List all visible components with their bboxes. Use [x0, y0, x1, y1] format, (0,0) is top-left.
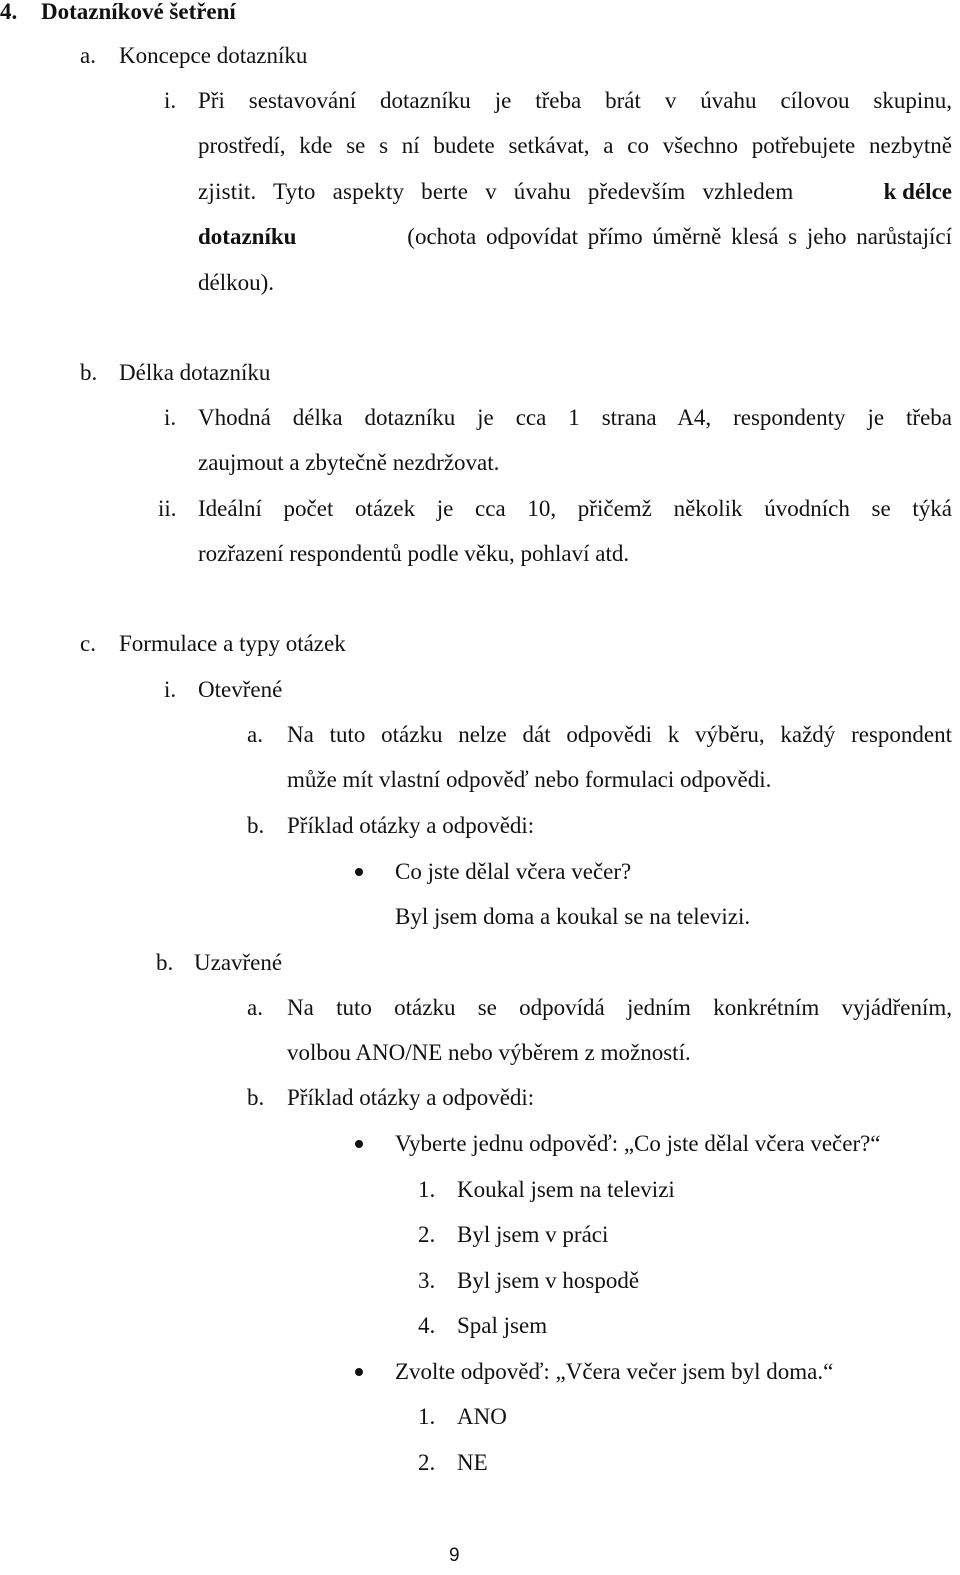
item-a-i-line4-bold: dotazníku	[198, 224, 297, 249]
bullet-icon	[355, 1368, 363, 1376]
closed-a-marker: a.	[247, 995, 263, 1020]
closed-title: Uzavřené	[194, 950, 283, 975]
item-a-title: Koncepce dotazníku	[119, 43, 308, 68]
closed-b-marker: b.	[247, 1085, 265, 1110]
item-b-i-line2: zaujmout a zbytečně nezdržovat.	[198, 450, 500, 475]
option-text: ANO	[457, 1404, 507, 1429]
item-a-i-marker: i.	[164, 88, 177, 113]
option-number: 1.	[418, 1404, 436, 1429]
section-title: Dotazníkové šetření	[41, 0, 236, 24]
item-a-i-line5: délkou).	[198, 270, 275, 295]
item-a-i-line3-bold: k délce	[883, 179, 952, 204]
open-marker: i.	[164, 677, 177, 702]
open-a-line1: Na tuto otázku nelze dát odpovědi k výběru, každý respondent	[287, 722, 952, 747]
bullet-icon	[355, 868, 363, 876]
open-b-marker: b.	[247, 813, 265, 838]
option-text: Byl jsem v hospodě	[457, 1268, 640, 1293]
closed-example2: Zvolte odpověď: „Včera večer jsem byl doma.“	[395, 1359, 834, 1384]
open-title: Otevřené	[198, 677, 283, 702]
open-example-answer: Byl jsem doma a koukal se na televizi.	[395, 904, 751, 929]
item-c-title: Formulace a typy otázek	[119, 631, 346, 656]
option-text: Byl jsem v práci	[457, 1222, 609, 1247]
item-a-i-line2: prostředí, kde se s ní budete setkávat, a co všechno potřebujete nezbytně	[198, 133, 952, 158]
item-b-i-marker: i.	[164, 405, 177, 430]
item-b-title: Délka dotazníku	[119, 360, 271, 385]
closed-a-line2: volbou ANO/NE nebo výběrem z možností.	[287, 1040, 691, 1065]
item-a-i-line4-text: (ochota odpovídat přímo úměrně klesá s jeho narůstající	[407, 224, 952, 249]
item-b-ii-line2: rozřazení respondentů podle věku, pohlaví atd.	[198, 541, 630, 566]
open-example-question: Co jste dělal včera večer?	[395, 859, 632, 884]
item-b-marker: b.	[80, 360, 98, 385]
item-a-i-line3	[198, 177, 952, 207]
open-a-line2: může mít vlastní odpověď nebo formulaci odpovědi.	[287, 767, 772, 792]
closed-example1: Vyberte jednu odpověď: „Co jste dělal včera večer?“	[395, 1131, 881, 1156]
option-number: 4.	[418, 1313, 436, 1338]
bullet-icon	[355, 1140, 363, 1148]
item-b-ii-marker: ii.	[158, 496, 177, 521]
item-b-ii-line1: Ideální počet otázek je cca 10, přičemž několik úvodních se týká	[198, 496, 952, 521]
page-number: 9	[449, 1545, 460, 1566]
section-number: 4.	[0, 0, 18, 24]
closed-marker: b.	[156, 950, 174, 975]
option-number: 2.	[418, 1222, 436, 1247]
item-a-marker: a.	[80, 43, 96, 68]
option-number: 3.	[418, 1268, 436, 1293]
option-text: Spal jsem	[457, 1313, 548, 1338]
item-b-i-line1: Vhodná délka dotazníku je cca 1 strana A4, respondenty je třeba	[198, 405, 952, 430]
option-text: Koukal jsem na televizi	[457, 1177, 675, 1202]
closed-b-text: Příklad otázky a odpovědi:	[287, 1085, 535, 1110]
option-text: NE	[457, 1450, 488, 1475]
option-number: 1.	[418, 1177, 436, 1202]
item-c-marker: c.	[80, 631, 96, 656]
open-a-marker: a.	[247, 722, 263, 747]
item-a-i-line1: Při sestavování dotazníku je třeba brát v úvahu cílovou skupinu,	[198, 88, 952, 113]
item-a-i-line4	[198, 222, 952, 252]
item-a-i-line3-text: zjistit. Tyto aspekty berte v úvahu především vzhledem	[198, 179, 794, 204]
open-b-text: Příklad otázky a odpovědi:	[287, 813, 535, 838]
closed-a-line1: Na tuto otázku se odpovídá jedním konkrétním vyjádřením,	[287, 995, 952, 1020]
option-number: 2.	[418, 1450, 436, 1475]
